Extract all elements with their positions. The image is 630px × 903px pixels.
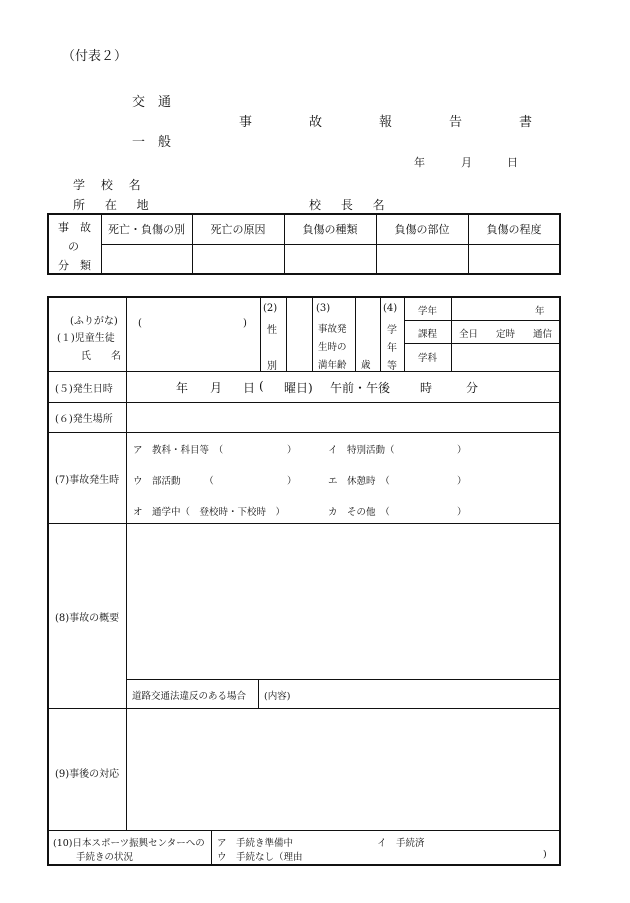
jsc-option-u-close: ) — [543, 849, 547, 860]
sex-label-1: 性 — [267, 325, 277, 336]
jsc-option-u: ウ 手続なし（理由 — [217, 852, 303, 863]
student-name-label: 氏 名 — [81, 351, 121, 362]
appendix-label: （付表２） — [62, 49, 128, 64]
grade-num: (4) — [383, 303, 398, 314]
jsc-label: (10)日本スポーツ振興センターへの — [53, 838, 205, 849]
traffic-violation-label: 道路交通法違反のある場合 — [132, 691, 247, 702]
age-num: (3) — [316, 303, 331, 314]
grade-row-dept: 学科 — [418, 353, 438, 364]
principal-label: 校 長 名 — [309, 198, 393, 212]
column-injury-degree: 負傷の程度 — [486, 223, 542, 236]
occasion-label: (7)事故発生時 — [55, 475, 120, 486]
datetime-year: 年 — [176, 381, 189, 395]
occasion-e-close: ） — [457, 476, 467, 487]
date-day-label: 日 — [507, 156, 518, 169]
age-label-2: 生時の — [318, 342, 347, 353]
course-fulltime: 全日 — [459, 329, 479, 340]
jsc-label-2: 手続きの状況 — [76, 852, 134, 863]
column-injury-site: 負傷の部位 — [394, 223, 450, 236]
furigana-paren-open: ( — [138, 318, 142, 329]
sex-label-2: 別 — [267, 361, 277, 372]
datetime-weekday: 曜日) — [284, 381, 313, 395]
datetime-weekday-open: ( — [259, 379, 264, 393]
datetime-minute: 分 — [466, 381, 479, 395]
age-label-1: 事故発 — [318, 324, 347, 335]
grade-row-year: 学年 — [418, 306, 438, 317]
date-month-label: 月 — [461, 156, 472, 169]
furigana-label: (ふりがな) — [70, 316, 118, 327]
occasion-ka-close: ） — [457, 507, 467, 518]
student-label: (１)児童生徒 — [57, 333, 115, 344]
jsc-option-i: イ 手続済 — [377, 838, 425, 849]
grade-row-course: 課程 — [418, 329, 438, 340]
response-label: (9)事後の対応 — [55, 769, 120, 780]
age-label-3: 満年齢 — [318, 360, 347, 371]
place-label: (６)発生場所 — [55, 414, 113, 425]
occasion-ka: カ その他 （ — [328, 507, 390, 518]
occasion-i-close: ） — [457, 445, 467, 456]
grade-year-unit: 年 — [535, 306, 545, 317]
furigana-paren-close: ) — [243, 318, 247, 329]
datetime-hour: 時 — [420, 381, 433, 395]
grade-label-1: 学 — [387, 325, 397, 336]
classification-label-mid: の — [68, 240, 79, 253]
datetime-month: 月 — [210, 381, 223, 395]
classification-label-bottom: 分 類 — [58, 259, 91, 272]
traffic-content-label: (内容) — [264, 691, 291, 702]
page-title: 事 故 報 告 書 — [239, 115, 555, 130]
grade-label-3: 等 — [387, 361, 397, 372]
sex-num: (2) — [263, 303, 278, 314]
jsc-option-a: ア 手続き準備中 — [217, 838, 294, 849]
grade-label-2: 年 — [387, 343, 397, 354]
occasion-o: オ 通学中（ 登校時・下校時 ） — [133, 507, 286, 518]
datetime-day: 日 — [243, 381, 256, 395]
address-label: 所 在 地 — [73, 198, 157, 212]
summary-label: (8)事故の概要 — [55, 613, 120, 624]
occasion-u-close: ） — [287, 476, 297, 487]
classification-label: 事 故 — [58, 221, 91, 234]
age-unit: 歳 — [361, 360, 371, 371]
datetime-label: (５)発生日時 — [55, 384, 113, 395]
column-death-injury: 死亡・負傷の別 — [108, 223, 185, 236]
datetime-ampm: 午前・午後 — [330, 381, 391, 395]
occasion-a-close: ） — [287, 445, 297, 456]
occasion-e: エ 休憩時 （ — [328, 476, 390, 487]
school-name-label: 学 校 名 — [73, 178, 147, 192]
occasion-i: イ 特別活動（ — [328, 445, 395, 456]
title-upper: 交 通 — [132, 95, 172, 110]
course-parttime: 定時 — [496, 329, 516, 340]
occasion-a: ア 教科・科目等 （ — [133, 445, 224, 456]
title-lower: 一 般 — [132, 135, 172, 150]
column-injury-type: 負傷の種類 — [302, 223, 358, 236]
column-death-cause: 死亡の原因 — [210, 223, 266, 236]
date-year-label: 年 — [414, 156, 425, 169]
course-correspondence: 通信 — [533, 329, 553, 340]
occasion-u: ウ 部活動 （ — [133, 476, 214, 487]
